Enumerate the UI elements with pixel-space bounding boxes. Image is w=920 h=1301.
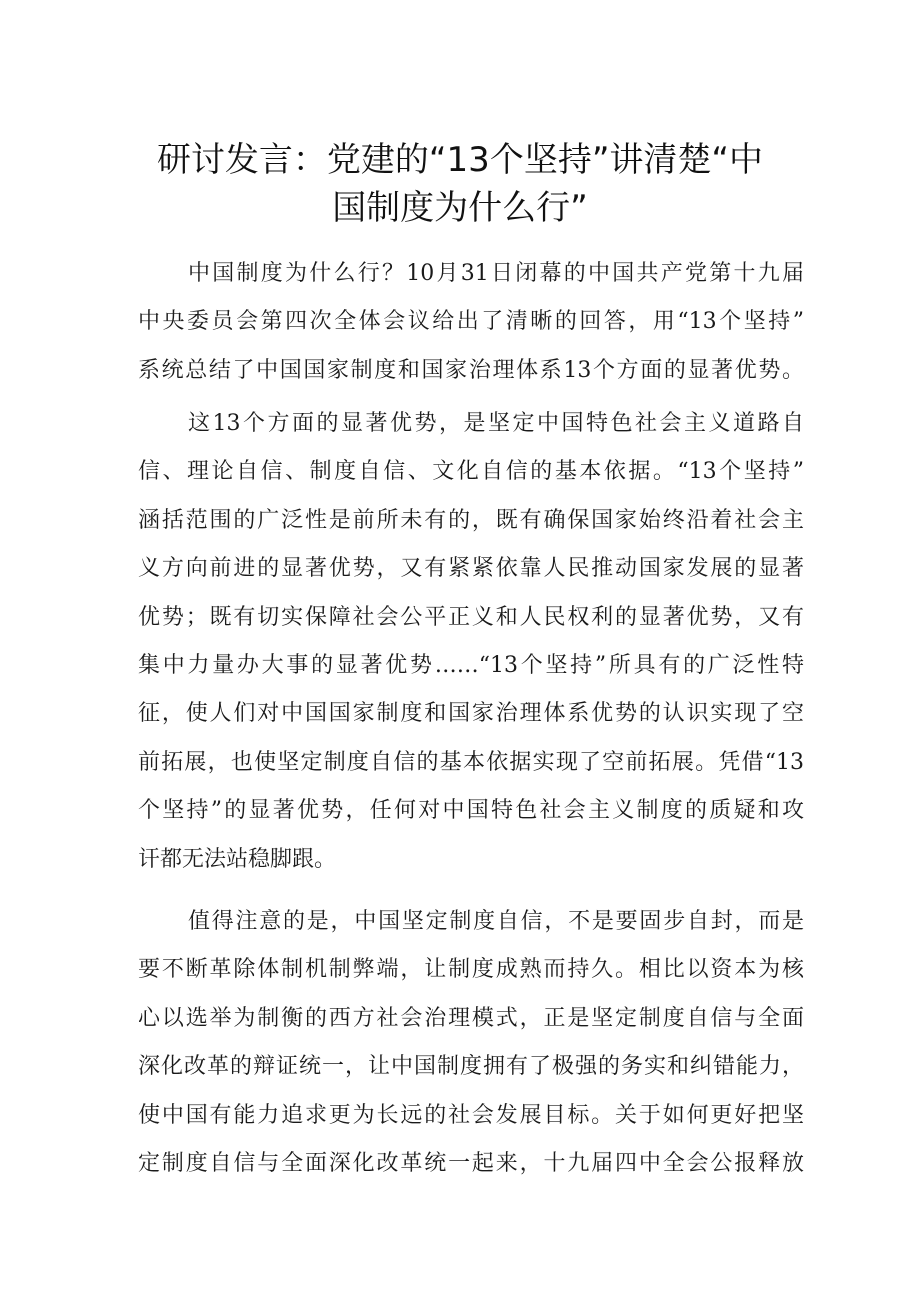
paragraph-line: 信、理论自信、制度自信、文化自信的基本依据。“13个坚持” (138, 459, 804, 485)
paragraph-line: 义方向前进的显著优势，又有紧紧依靠人民推动国家发展的显著 (138, 556, 804, 582)
paragraph-line: 系统总结了中国国家制度和国家治理体系13个方面的显著优势。 (138, 357, 804, 383)
paragraph-line: 征，使人们对中国国家制度和国家治理体系优势的认识实现了空 (138, 701, 804, 727)
paragraph-line: 使中国有能力追求更为长远的社会发展目标。关于如何更好把坚 (138, 1102, 804, 1128)
paragraph-line: 定制度自信与全面深化改革统一起来，十九届四中全会公报释放 (138, 1151, 804, 1177)
paragraph-line: 优势；既有切实保障社会公平正义和人民权利的显著优势，又有 (138, 604, 804, 630)
paragraph-line: 个坚持”的显著优势，任何对中国特色社会主义制度的质疑和攻 (138, 798, 804, 824)
paragraph-3 (138, 898, 804, 1188)
paragraph-line: 讦都无法站稳脚跟。 (138, 846, 337, 872)
paragraph-line: 前拓展，也使坚定制度自信的基本依据实现了空前拓展。凭借“13 (138, 749, 804, 775)
paragraph-line: 心以选举为制衡的西方社会治理模式，正是坚定制度自信与全面 (138, 1005, 804, 1031)
paragraph-1 (138, 250, 804, 395)
paragraph-line: 值得注意的是，中国坚定制度自信，不是要固步自封，而是 (188, 909, 804, 934)
document-title-line-1: 研讨发言：党建的“13个坚持”讲清楚“中 (156, 140, 764, 180)
paragraph-line: 深化改革的辩证统一，让中国制度拥有了极强的务实和纠错能力， (138, 1054, 804, 1080)
paragraph-line: 集中力量办大事的显著优势……“13个坚持”所具有的广泛性特 (138, 653, 804, 679)
paragraph-2 (138, 400, 804, 884)
paragraph-line: 这13个方面的显著优势，是坚定中国特色社会主义道路自 (188, 411, 804, 436)
paragraph-line: 中央委员会第四次全体会议给出了清晰的回答，用“13个坚持” (138, 309, 804, 335)
paragraph-line: 中国制度为什么行？10月31日闭幕的中国共产党第十九届 (188, 261, 804, 286)
paragraph-line: 要不断革除体制机制弊端，让制度成熟而持久。相比以资本为核 (138, 957, 804, 983)
paragraph-line: 涵括范围的广泛性是前所未有的，既有确保国家始终沿着社会主 (138, 507, 804, 533)
document-title-line-2: 国制度为什么行” (332, 188, 588, 228)
